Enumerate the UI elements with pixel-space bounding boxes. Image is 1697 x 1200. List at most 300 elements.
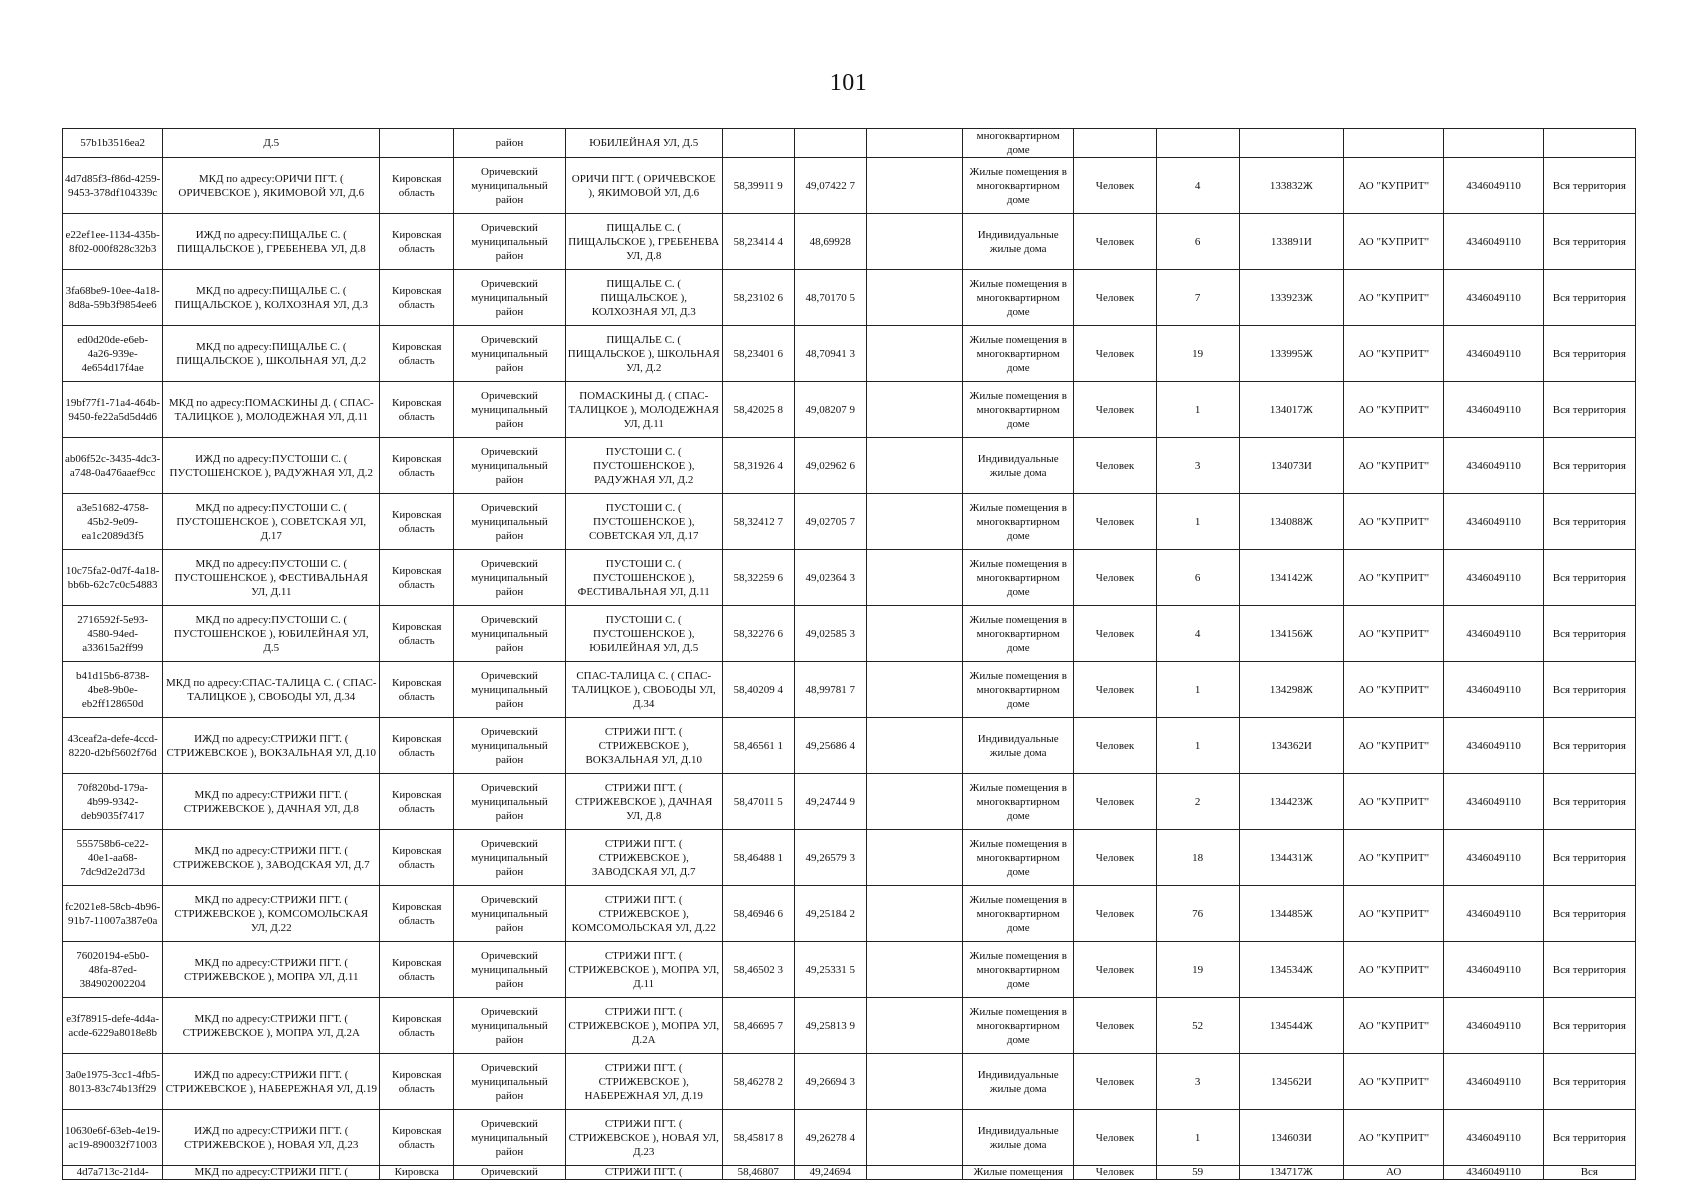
region-cell: Кировская область (380, 830, 454, 886)
region-cell: Кировская область (380, 942, 454, 998)
operator-cell: АО "КУПРИТ" (1344, 942, 1444, 998)
district-cell: Оричевский муниципальный район (454, 214, 565, 270)
quantity-cell: 3 (1156, 1054, 1239, 1110)
object-name-cell: МКД по адресу:СТРИЖИ ПГТ. ( СТРИЖЕВСКОЕ ), МОПРА УЛ, Д.2А (163, 998, 380, 1054)
inn-cell: 4346049110 (1444, 998, 1543, 1054)
quantity-cell: 1 (1156, 382, 1239, 438)
latitude-cell: 58,23102 6 (722, 270, 794, 326)
object-id-cell: b41d15b6-8738-4be8-9b0e-eb2ff128650d (63, 662, 163, 718)
object-name-cell: МКД по адресу:СТРИЖИ ПГТ. ( СТРИЖЕВСКОЕ ), КОМСОМОЛЬСКАЯ УЛ, Д.22 (163, 886, 380, 942)
inn-cell: 4346049110 (1444, 718, 1543, 774)
region-cell: Кировская область (380, 494, 454, 550)
object-id-cell: 10c75fa2-0d7f-4a18-bb6b-62c7c0c54883 (63, 550, 163, 606)
object-name-cell: МКД по адресу:ПОМАСКИНЫ Д. ( СПАС-ТАЛИЦКОЕ ), МОЛОДЕЖНАЯ УЛ, Д.11 (163, 382, 380, 438)
address-cell: СТРИЖИ ПГТ. ( СТРИЖЕВСКОЕ ), МОПРА УЛ, Д.11 (565, 942, 722, 998)
operator-cell: АО "КУПРИТ" (1344, 830, 1444, 886)
unit-cell: Человек (1074, 158, 1156, 214)
district-cell: Оричевский муниципальный район (454, 830, 565, 886)
unit-cell: Человек (1074, 214, 1156, 270)
premises-type-cell: Жилые помещения в многоквартирном доме (962, 662, 1073, 718)
code-cell: 134073И (1239, 438, 1343, 494)
quantity-cell: 6 (1156, 550, 1239, 606)
district-cell: Оричевский муниципальный район (454, 1054, 565, 1110)
premises-type-cell: Жилые помещения в многоквартирном доме (962, 550, 1073, 606)
code-cell: 133995Ж (1239, 326, 1343, 382)
longitude-cell: 49,07422 7 (794, 158, 866, 214)
operator-cell: АО "КУПРИТ" (1344, 718, 1444, 774)
district-cell: Оричевский муниципальный район (454, 774, 565, 830)
district-cell: район (454, 129, 565, 158)
page-number: 101 (829, 70, 868, 96)
operator-cell: АО "КУПРИТ" (1344, 662, 1444, 718)
district-cell: Оричевский муниципальный район (454, 326, 565, 382)
territory-cell: Вся территория (1543, 382, 1635, 438)
object-id-cell: fc2021e8-58cb-4b96-91b7-11007a387e0a (63, 886, 163, 942)
unit-cell: Человек (1074, 1110, 1156, 1166)
inn-cell: 4346049110 (1444, 494, 1543, 550)
object-name-cell: ИЖД по адресу:ПИЩАЛЬЕ С. ( ПИЩАЛЬСКОЕ ), ГРЕБЕНЕВА УЛ, Д.8 (163, 214, 380, 270)
table-row (63, 494, 1636, 550)
premises-type-cell: Жилые помещения в многоквартирном доме (962, 326, 1073, 382)
table-row (63, 830, 1636, 886)
code-cell: 134423Ж (1239, 774, 1343, 830)
object-id-cell: 43ceaf2a-defe-4ccd-8220-d2bf5602f76d (63, 718, 163, 774)
operator-cell: АО "КУПРИТ" (1344, 886, 1444, 942)
longitude-cell: 49,02705 7 (794, 494, 866, 550)
district-cell: Оричевский муниципальный район (454, 942, 565, 998)
table-row (63, 998, 1636, 1054)
inn-cell: 4346049110 (1444, 438, 1543, 494)
region-cell (380, 129, 454, 158)
unit-cell: Человек (1074, 550, 1156, 606)
operator-cell: АО "КУПРИТ" (1344, 326, 1444, 382)
table-row (63, 774, 1636, 830)
territory-cell: Вся территория (1543, 270, 1635, 326)
empty-cell (866, 214, 962, 270)
object-id-cell: 555758b6-ce22-40e1-aa68-7dc9d2e2d73d (63, 830, 163, 886)
address-cell: СПАС-ТАЛИЦА С. ( СПАС-ТАЛИЦКОЕ ), СВОБОДЫ УЛ, Д.34 (565, 662, 722, 718)
latitude-cell: 58,46561 1 (722, 718, 794, 774)
district-cell: Оричевский муниципальный район (454, 606, 565, 662)
unit-cell: Человек (1074, 382, 1156, 438)
inn-cell: 4346049110 (1444, 830, 1543, 886)
longitude-cell: 49,02585 3 (794, 606, 866, 662)
table-row (63, 382, 1636, 438)
region-cell: Кировская область (380, 774, 454, 830)
operator-cell: АО "КУПРИТ" (1344, 382, 1444, 438)
premises-type-cell: Индивидуальные жилые дома (962, 1110, 1073, 1166)
quantity-cell: 19 (1156, 942, 1239, 998)
code-cell: 134362И (1239, 718, 1343, 774)
unit-cell: Человек (1074, 998, 1156, 1054)
address-cell: ПУСТОШИ С. ( ПУСТОШЕНСКОЕ ), СОВЕТСКАЯ УЛ, Д.17 (565, 494, 722, 550)
empty-cell (866, 1166, 962, 1180)
object-id-cell: 4d7d85f3-f86d-4259-9453-378df104339c (63, 158, 163, 214)
longitude-cell: 48,99781 7 (794, 662, 866, 718)
operator-cell: АО "КУПРИТ" (1344, 1054, 1444, 1110)
empty-cell (866, 942, 962, 998)
premises-type-cell: Жилые помещения в многоквартирном доме (962, 942, 1073, 998)
code-cell: 133923Ж (1239, 270, 1343, 326)
object-name-cell: МКД по адресу:СТРИЖИ ПГТ. ( СТРИЖЕВСКОЕ ), МОПРА УЛ, Д.11 (163, 942, 380, 998)
premises-type-cell: многоквартирном доме (962, 129, 1073, 158)
inn-cell: 4346049110 (1444, 942, 1543, 998)
address-cell: ПУСТОШИ С. ( ПУСТОШЕНСКОЕ ), ЮБИЛЕЙНАЯ УЛ, Д.5 (565, 606, 722, 662)
empty-cell (866, 606, 962, 662)
table-row (63, 662, 1636, 718)
district-cell: Оричевский муниципальный район (454, 158, 565, 214)
object-id-cell: 2716592f-5e93-4580-94ed-a33615a2ff99 (63, 606, 163, 662)
empty-cell (866, 438, 962, 494)
code-cell: 134142Ж (1239, 550, 1343, 606)
object-id-cell: 70f820bd-179a-4b99-9342-deb9035f7417 (63, 774, 163, 830)
quantity-cell: 76 (1156, 886, 1239, 942)
object-id-cell: 3a0e1975-3cc1-4fb5-8013-83c74b13ff29 (63, 1054, 163, 1110)
quantity-cell: 52 (1156, 998, 1239, 1054)
territory-cell: Вся территория (1543, 662, 1635, 718)
table-row (63, 942, 1636, 998)
operator-cell: АО "КУПРИТ" (1344, 494, 1444, 550)
longitude-cell: 49,25331 5 (794, 942, 866, 998)
inn-cell: 4346049110 (1444, 1054, 1543, 1110)
district-cell: Оричевский (454, 1166, 565, 1180)
territory-cell: Вся (1543, 1166, 1635, 1180)
latitude-cell: 58,46278 2 (722, 1054, 794, 1110)
empty-cell (866, 998, 962, 1054)
empty-cell (866, 662, 962, 718)
object-name-cell: МКД по адресу:СТРИЖИ ПГТ. ( СТРИЖЕВСКОЕ ), ЗАВОДСКАЯ УЛ, Д.7 (163, 830, 380, 886)
territory-cell: Вся территория (1543, 158, 1635, 214)
quantity-cell: 19 (1156, 326, 1239, 382)
empty-cell (866, 774, 962, 830)
address-cell: ОРИЧИ ПГТ. ( ОРИЧЕВСКОЕ ), ЯКИМОВОЙ УЛ, Д.6 (565, 158, 722, 214)
district-cell: Оричевский муниципальный район (454, 662, 565, 718)
address-cell: ЮБИЛЕЙНАЯ УЛ, Д.5 (565, 129, 722, 158)
region-cell: Кировская область (380, 1110, 454, 1166)
territory-cell: Вся территория (1543, 214, 1635, 270)
premises-type-cell: Жилые помещения (962, 1166, 1073, 1180)
premises-type-cell: Индивидуальные жилые дома (962, 438, 1073, 494)
longitude-cell: 49,26579 3 (794, 830, 866, 886)
longitude-cell (794, 129, 866, 158)
quantity-cell: 1 (1156, 662, 1239, 718)
premises-type-cell: Индивидуальные жилые дома (962, 1054, 1073, 1110)
code-cell: 134156Ж (1239, 606, 1343, 662)
premises-type-cell: Индивидуальные жилые дома (962, 214, 1073, 270)
premises-type-cell: Индивидуальные жилые дома (962, 718, 1073, 774)
territory-cell: Вся территория (1543, 886, 1635, 942)
register-table (62, 128, 1636, 1180)
longitude-cell: 48,69928 (794, 214, 866, 270)
territory-cell: Вся территория (1543, 550, 1635, 606)
region-cell: Кировская область (380, 326, 454, 382)
region-cell: Кировская область (380, 382, 454, 438)
empty-cell (866, 1110, 962, 1166)
region-cell: Кировская область (380, 886, 454, 942)
territory-cell: Вся территория (1543, 1110, 1635, 1166)
premises-type-cell: Жилые помещения в многоквартирном доме (962, 998, 1073, 1054)
object-name-cell: ИЖД по адресу:ПУСТОШИ С. ( ПУСТОШЕНСКОЕ ), РАДУЖНАЯ УЛ, Д.2 (163, 438, 380, 494)
quantity-cell: 59 (1156, 1166, 1239, 1180)
territory-cell: Вся территория (1543, 998, 1635, 1054)
latitude-cell: 58,40209 4 (722, 662, 794, 718)
quantity-cell: 1 (1156, 718, 1239, 774)
object-name-cell: МКД по адресу:ПУСТОШИ С. ( ПУСТОШЕНСКОЕ ), ЮБИЛЕЙНАЯ УЛ, Д.5 (163, 606, 380, 662)
territory-cell: Вся территория (1543, 1054, 1635, 1110)
unit-cell (1074, 129, 1156, 158)
table-row (63, 129, 1636, 158)
address-cell: СТРИЖИ ПГТ. ( СТРИЖЕВСКОЕ ), НОВАЯ УЛ, Д.23 (565, 1110, 722, 1166)
territory-cell: Вся территория (1543, 774, 1635, 830)
district-cell: Оричевский муниципальный район (454, 494, 565, 550)
empty-cell (866, 494, 962, 550)
inn-cell: 4346049110 (1444, 606, 1543, 662)
quantity-cell (1156, 129, 1239, 158)
premises-type-cell: Жилые помещения в многоквартирном доме (962, 774, 1073, 830)
object-name-cell: МКД по адресу:СПАС-ТАЛИЦА С. ( СПАС-ТАЛИЦКОЕ ), СВОБОДЫ УЛ, Д.34 (163, 662, 380, 718)
address-cell: ПОМАСКИНЫ Д. ( СПАС-ТАЛИЦКОЕ ), МОЛОДЕЖНАЯ УЛ, Д.11 (565, 382, 722, 438)
territory-cell: Вся территория (1543, 326, 1635, 382)
territory-cell: Вся территория (1543, 494, 1635, 550)
region-cell: Кировская область (380, 550, 454, 606)
unit-cell: Человек (1074, 830, 1156, 886)
inn-cell: 4346049110 (1444, 326, 1543, 382)
longitude-cell: 49,25813 9 (794, 998, 866, 1054)
operator-cell: АО "КУПРИТ" (1344, 214, 1444, 270)
operator-cell: АО "КУПРИТ" (1344, 438, 1444, 494)
inn-cell: 4346049110 (1444, 1110, 1543, 1166)
address-cell: ПИЩАЛЬЕ С. ( ПИЩАЛЬСКОЕ ), ШКОЛЬНАЯ УЛ, Д.2 (565, 326, 722, 382)
region-cell: Кировская область (380, 998, 454, 1054)
object-name-cell: ИЖД по адресу:СТРИЖИ ПГТ. ( СТРИЖЕВСКОЕ ), НОВАЯ УЛ, Д.23 (163, 1110, 380, 1166)
operator-cell: АО "КУПРИТ" (1344, 1110, 1444, 1166)
district-cell: Оричевский муниципальный район (454, 886, 565, 942)
latitude-cell: 58,23401 6 (722, 326, 794, 382)
empty-cell (866, 158, 962, 214)
object-id-cell: 57b1b3516ea2 (63, 129, 163, 158)
object-id-cell: e22ef1ee-1134-435b-8f02-000f828c32b3 (63, 214, 163, 270)
object-id-cell: ab06f52c-3435-4dc3-a748-0a476aaef9cc (63, 438, 163, 494)
longitude-cell: 48,70941 3 (794, 326, 866, 382)
code-cell: 134562И (1239, 1054, 1343, 1110)
address-cell: СТРИЖИ ПГТ. ( СТРИЖЕВСКОЕ ), ЗАВОДСКАЯ УЛ, Д.7 (565, 830, 722, 886)
object-name-cell: ИЖД по адресу:СТРИЖИ ПГТ. ( СТРИЖЕВСКОЕ ), ВОКЗАЛЬНАЯ УЛ, Д.10 (163, 718, 380, 774)
empty-cell (866, 270, 962, 326)
district-cell: Оричевский муниципальный район (454, 270, 565, 326)
region-cell: Кировская область (380, 662, 454, 718)
object-name-cell: МКД по адресу:ПУСТОШИ С. ( ПУСТОШЕНСКОЕ ), ФЕСТИВАЛЬНАЯ УЛ, Д.11 (163, 550, 380, 606)
address-cell: СТРИЖИ ПГТ. ( СТРИЖЕВСКОЕ ), КОМСОМОЛЬСКАЯ УЛ, Д.22 (565, 886, 722, 942)
address-cell: СТРИЖИ ПГТ. ( (565, 1166, 722, 1180)
empty-cell (866, 129, 962, 158)
latitude-cell: 58,32259 6 (722, 550, 794, 606)
object-name-cell: МКД по адресу:ПИЩАЛЬЕ С. ( ПИЩАЛЬСКОЕ ), КОЛХОЗНАЯ УЛ, Д.3 (163, 270, 380, 326)
longitude-cell: 49,08207 9 (794, 382, 866, 438)
register-body (63, 129, 1636, 1180)
code-cell: 134485Ж (1239, 886, 1343, 942)
quantity-cell: 4 (1156, 158, 1239, 214)
latitude-cell: 58,23414 4 (722, 214, 794, 270)
code-cell: 134603И (1239, 1110, 1343, 1166)
table-row (63, 606, 1636, 662)
region-cell: Кировская область (380, 158, 454, 214)
table-row (63, 214, 1636, 270)
address-cell: СТРИЖИ ПГТ. ( СТРИЖЕВСКОЕ ), МОПРА УЛ, Д.2А (565, 998, 722, 1054)
object-name-cell: МКД по адресу:ПУСТОШИ С. ( ПУСТОШЕНСКОЕ ), СОВЕТСКАЯ УЛ, Д.17 (163, 494, 380, 550)
unit-cell: Человек (1074, 886, 1156, 942)
latitude-cell: 58,46946 6 (722, 886, 794, 942)
unit-cell: Человек (1074, 774, 1156, 830)
quantity-cell: 1 (1156, 494, 1239, 550)
region-cell: Кировска (380, 1166, 454, 1180)
latitude-cell: 58,32412 7 (722, 494, 794, 550)
quantity-cell: 3 (1156, 438, 1239, 494)
inn-cell: 4346049110 (1444, 158, 1543, 214)
code-cell: 134298Ж (1239, 662, 1343, 718)
code-cell: 133891И (1239, 214, 1343, 270)
table-row (63, 158, 1636, 214)
latitude-cell: 58,32276 6 (722, 606, 794, 662)
table-row (63, 270, 1636, 326)
table-row (63, 550, 1636, 606)
object-name-cell: ИЖД по адресу:СТРИЖИ ПГТ. ( СТРИЖЕВСКОЕ ), НАБЕРЕЖНАЯ УЛ, Д.19 (163, 1054, 380, 1110)
empty-cell (866, 550, 962, 606)
unit-cell: Человек (1074, 606, 1156, 662)
address-cell: СТРИЖИ ПГТ. ( СТРИЖЕВСКОЕ ), ВОКЗАЛЬНАЯ УЛ, Д.10 (565, 718, 722, 774)
empty-cell (866, 886, 962, 942)
longitude-cell: 49,25184 2 (794, 886, 866, 942)
quantity-cell: 1 (1156, 1110, 1239, 1166)
table-row (63, 1166, 1636, 1180)
operator-cell: АО "КУПРИТ" (1344, 158, 1444, 214)
district-cell: Оричевский муниципальный район (454, 382, 565, 438)
longitude-cell: 48,70170 5 (794, 270, 866, 326)
object-id-cell: a3e51682-4758-45b2-9e09-ea1c2089d3f5 (63, 494, 163, 550)
table-row (63, 886, 1636, 942)
inn-cell: 4346049110 (1444, 214, 1543, 270)
operator-cell: АО (1344, 1166, 1444, 1180)
longitude-cell: 49,02364 3 (794, 550, 866, 606)
table-row (63, 1054, 1636, 1110)
object-id-cell: 19bf77f1-71a4-464b-9450-fe22a5d5d4d6 (63, 382, 163, 438)
latitude-cell: 58,46807 (722, 1166, 794, 1180)
latitude-cell: 58,45817 8 (722, 1110, 794, 1166)
latitude-cell: 58,42025 8 (722, 382, 794, 438)
region-cell: Кировская область (380, 214, 454, 270)
address-cell: ПИЩАЛЬЕ С. ( ПИЩАЛЬСКОЕ ), ГРЕБЕНЕВА УЛ, Д.8 (565, 214, 722, 270)
code-cell: 134088Ж (1239, 494, 1343, 550)
district-cell: Оричевский муниципальный район (454, 1110, 565, 1166)
code-cell: 134431Ж (1239, 830, 1343, 886)
object-id-cell: 10630e6f-63eb-4e19-ac19-890032f71003 (63, 1110, 163, 1166)
quantity-cell: 6 (1156, 214, 1239, 270)
quantity-cell: 18 (1156, 830, 1239, 886)
premises-type-cell: Жилые помещения в многоквартирном доме (962, 158, 1073, 214)
inn-cell: 4346049110 (1444, 774, 1543, 830)
table-row (63, 326, 1636, 382)
inn-cell: 4346049110 (1444, 382, 1543, 438)
empty-cell (866, 1054, 962, 1110)
premises-type-cell: Жилые помещения в многоквартирном доме (962, 494, 1073, 550)
object-name-cell: Д.5 (163, 129, 380, 158)
object-id-cell: ed0d20de-e6eb-4a26-939e-4e654d17f4ae (63, 326, 163, 382)
address-cell: СТРИЖИ ПГТ. ( СТРИЖЕВСКОЕ ), НАБЕРЕЖНАЯ УЛ, Д.19 (565, 1054, 722, 1110)
quantity-cell: 4 (1156, 606, 1239, 662)
inn-cell: 4346049110 (1444, 270, 1543, 326)
code-cell: 133832Ж (1239, 158, 1343, 214)
longitude-cell: 49,02962 6 (794, 438, 866, 494)
object-id-cell: 3fa68be9-10ee-4a18-8d8a-59b3f9854ee6 (63, 270, 163, 326)
unit-cell: Человек (1074, 270, 1156, 326)
code-cell: 134544Ж (1239, 998, 1343, 1054)
territory-cell: Вся территория (1543, 718, 1635, 774)
territory-cell: Вся территория (1543, 830, 1635, 886)
code-cell: 134717Ж (1239, 1166, 1343, 1180)
longitude-cell: 49,26278 4 (794, 1110, 866, 1166)
empty-cell (866, 718, 962, 774)
object-id-cell: 76020194-e5b0-48fa-87ed-384902002204 (63, 942, 163, 998)
inn-cell: 4346049110 (1444, 886, 1543, 942)
territory-cell: Вся территория (1543, 438, 1635, 494)
unit-cell: Человек (1074, 718, 1156, 774)
quantity-cell: 2 (1156, 774, 1239, 830)
empty-cell (866, 326, 962, 382)
premises-type-cell: Жилые помещения в многоквартирном доме (962, 606, 1073, 662)
district-cell: Оричевский муниципальный район (454, 998, 565, 1054)
object-id-cell: e3f78915-defe-4d4a-acde-6229a8018e8b (63, 998, 163, 1054)
object-name-cell: МКД по адресу:СТРИЖИ ПГТ. ( (163, 1166, 380, 1180)
district-cell: Оричевский муниципальный район (454, 438, 565, 494)
address-cell: ПИЩАЛЬЕ С. ( ПИЩАЛЬСКОЕ ), КОЛХОЗНАЯ УЛ, Д.3 (565, 270, 722, 326)
longitude-cell: 49,26694 3 (794, 1054, 866, 1110)
empty-cell (866, 382, 962, 438)
inn-cell: 4346049110 (1444, 550, 1543, 606)
unit-cell: Человек (1074, 438, 1156, 494)
address-cell: СТРИЖИ ПГТ. ( СТРИЖЕВСКОЕ ), ДАЧНАЯ УЛ, Д.8 (565, 774, 722, 830)
code-cell (1239, 129, 1343, 158)
region-cell: Кировская область (380, 606, 454, 662)
inn-cell: 4346049110 (1444, 1166, 1543, 1180)
unit-cell: Человек (1074, 326, 1156, 382)
object-name-cell: МКД по адресу:ОРИЧИ ПГТ. ( ОРИЧЕВСКОЕ ), ЯКИМОВОЙ УЛ, Д.6 (163, 158, 380, 214)
district-cell: Оричевский муниципальный район (454, 550, 565, 606)
quantity-cell: 7 (1156, 270, 1239, 326)
operator-cell: АО "КУПРИТ" (1344, 270, 1444, 326)
territory-cell: Вся территория (1543, 606, 1635, 662)
longitude-cell: 49,24694 (794, 1166, 866, 1180)
code-cell: 134534Ж (1239, 942, 1343, 998)
address-cell: ПУСТОШИ С. ( ПУСТОШЕНСКОЕ ), РАДУЖНАЯ УЛ, Д.2 (565, 438, 722, 494)
operator-cell: АО "КУПРИТ" (1344, 998, 1444, 1054)
longitude-cell: 49,25686 4 (794, 718, 866, 774)
latitude-cell: 58,46502 3 (722, 942, 794, 998)
latitude-cell (722, 129, 794, 158)
unit-cell: Человек (1074, 662, 1156, 718)
unit-cell: Человек (1074, 494, 1156, 550)
address-cell: ПУСТОШИ С. ( ПУСТОШЕНСКОЕ ), ФЕСТИВАЛЬНАЯ УЛ, Д.11 (565, 550, 722, 606)
operator-cell (1344, 129, 1444, 158)
latitude-cell: 58,47011 5 (722, 774, 794, 830)
inn-cell (1444, 129, 1543, 158)
latitude-cell: 58,46695 7 (722, 998, 794, 1054)
region-cell: Кировская область (380, 1054, 454, 1110)
operator-cell: АО "КУПРИТ" (1344, 774, 1444, 830)
unit-cell: Человек (1074, 1166, 1156, 1180)
operator-cell: АО "КУПРИТ" (1344, 606, 1444, 662)
operator-cell: АО "КУПРИТ" (1344, 550, 1444, 606)
district-cell: Оричевский муниципальный район (454, 718, 565, 774)
premises-type-cell: Жилые помещения в многоквартирном доме (962, 382, 1073, 438)
